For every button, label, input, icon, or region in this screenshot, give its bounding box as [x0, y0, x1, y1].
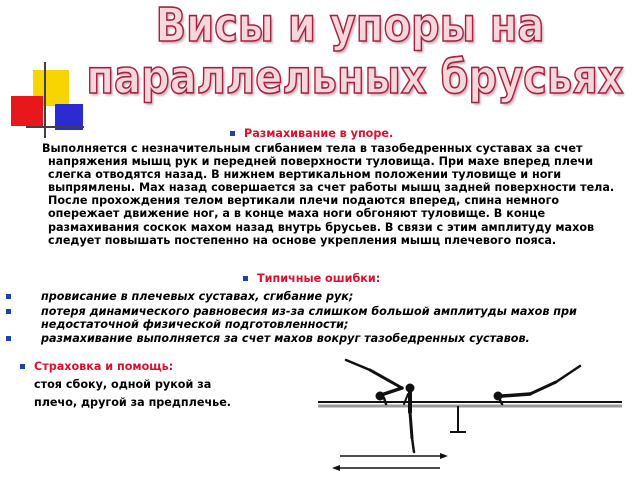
slide-title-line-2: параллельных брусьях: [86, 51, 624, 105]
arrow-right-icon: [440, 453, 448, 459]
gymnast-figure-forward: [346, 360, 402, 404]
gymnast-figure-vertical: [404, 384, 414, 452]
heading-spotting: Страховка и помощь:: [34, 360, 174, 373]
spotting-text-line-1: стоя сбоку, одной рукой за: [34, 378, 212, 391]
description-paragraph: Выполняется с незначительным сгибанием тела в тазобедренных суставах за счет напряжения мышц рук и передней поверхности туловища. При махе вперед плечи слегка отводятся назад. В нижнем вертикальном положении туловище и ноги выпрямлены. Мах назад совершается за счет работы мышц задней поверхности тела. После прохождения телом вертикали плечи подаются вперед, спина немного опережает движение ног, а в конце маха ноги обгоняют туловище. В конце размахивания соскок махом назад внутрь брусьев. В связи с этим амплитуду махов следует повышать постепенно на основе укрепления мышц плечевого пояса.: [42, 142, 615, 247]
decor-red-square: [11, 96, 43, 126]
error-item-2: потеря динамического равновесия из-за слишком большой амплитуды махов при недостаточной физической подготовленности;: [41, 305, 577, 332]
heading-swinging: Размахивание в упоре.: [244, 127, 394, 140]
heading-typical-errors: Типичные ошибки:: [257, 272, 381, 285]
decor-horizontal-line: [26, 126, 84, 128]
error-item-1: провисание в плечевых суставах, сгибание рук;: [41, 290, 354, 303]
arrow-left-icon: [332, 465, 340, 471]
spotting-text-line-2: плечо, другой за предплечье.: [34, 396, 232, 409]
bullet-icon: [6, 294, 11, 299]
gymnast-swing-illustration: [310, 352, 630, 476]
bullet-icon: [20, 364, 25, 369]
gymnast-figure-backward: [494, 366, 580, 404]
bullet-icon: [230, 131, 235, 136]
bullet-icon: [243, 276, 248, 281]
error-item-3: размахивание выполняется за счет махов вокруг тазобедренных суставов.: [41, 332, 530, 345]
bullet-icon: [6, 309, 11, 314]
slide-title-line-1: Висы и упоры на: [155, 0, 545, 53]
bullet-icon: [6, 336, 11, 341]
